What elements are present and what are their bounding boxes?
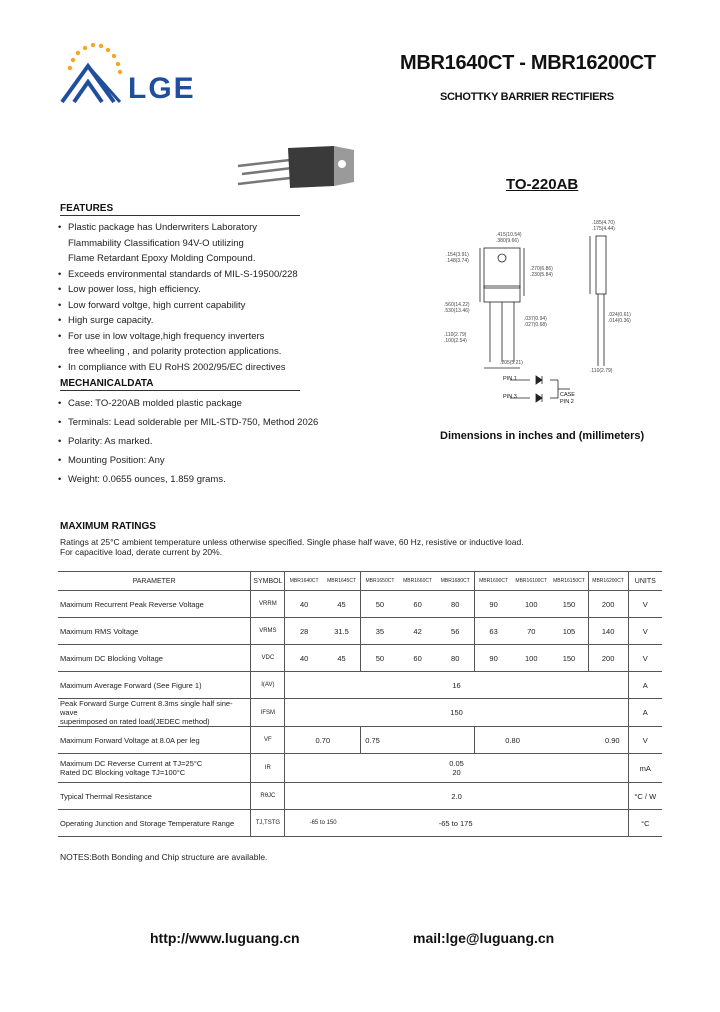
- cell-value: 35: [361, 618, 399, 645]
- row-label: Maximum RMS Voltage: [58, 618, 251, 645]
- mechanical-item: • Case: TO-220AB molded plastic package: [58, 394, 358, 413]
- feature-item: free wheeling , and polarity protection applications.: [68, 346, 282, 357]
- svg-text:.024(0.61): .024(0.61): [608, 312, 631, 318]
- mechanical-list: [58, 394, 358, 489]
- svg-text:.185(4.70): .185(4.70): [592, 220, 615, 226]
- svg-text:.230(5.84): .230(5.84): [530, 272, 553, 278]
- col-part: MBR1645CT: [323, 572, 361, 591]
- table-row: [58, 783, 662, 810]
- cell-value: 90: [474, 591, 512, 618]
- row-symbol: VDC: [251, 645, 285, 672]
- lge-logo-mark: [58, 40, 128, 106]
- cell-value-line: 0.05: [449, 759, 464, 768]
- svg-text:.110(2.79): .110(2.79): [590, 368, 613, 374]
- cell-value: 0.80: [474, 727, 550, 754]
- cell-value-line: 20: [452, 768, 461, 777]
- row-symbol: IR: [251, 754, 285, 783]
- cell-value: 100: [512, 645, 550, 672]
- cell-unit: °C: [628, 810, 662, 837]
- col-part: MBR1690CT: [474, 572, 512, 591]
- col-part: MBR16100CT: [512, 572, 550, 591]
- table-row: [58, 591, 662, 618]
- dimension-drawing: [440, 196, 640, 414]
- cell-value: 31.5: [323, 618, 361, 645]
- col-part: MBR16150CT: [550, 572, 588, 591]
- dimensions-caption: Dimensions in inches and (millimeters): [440, 430, 645, 442]
- cell-value: 150: [285, 699, 628, 727]
- mechanical-item: • Terminals: Lead solderable per MIL-STD-750, Method 2026: [58, 413, 358, 432]
- svg-text:.110(2.79): .110(2.79): [444, 332, 467, 338]
- cell-value: 200: [588, 591, 628, 618]
- col-part: MBR1680CT: [437, 572, 475, 591]
- cell-value: 70: [512, 618, 550, 645]
- svg-text:.270(6.86): .270(6.86): [530, 266, 553, 272]
- cell-value: 105: [550, 618, 588, 645]
- svg-text:.530(13.46): .530(13.46): [444, 308, 470, 314]
- pin1-label: PIN 1: [503, 376, 517, 382]
- notes-text: NOTES:Both Bonding and Chip structure are available.: [60, 852, 268, 862]
- cell-unit: V: [628, 591, 662, 618]
- row-label: Operating Junction and Storage Temperature Range: [58, 810, 251, 837]
- case-label: CASE: [560, 392, 575, 398]
- svg-text:.014(0.36): .014(0.36): [608, 318, 631, 324]
- mechanical-rule: [60, 390, 300, 391]
- cell-value: -65 to 150: [285, 810, 361, 837]
- svg-text:.560(14.22): .560(14.22): [444, 302, 470, 308]
- cell-unit: mA: [628, 754, 662, 783]
- feature-item: Flame Retardant Epoxy Molding Compound.: [68, 253, 256, 264]
- table-row: [58, 699, 662, 727]
- col-part: MBR1650CT: [361, 572, 399, 591]
- cell-value: 50: [361, 645, 399, 672]
- row-label: Maximum Average Forward (See Figure 1): [58, 672, 251, 699]
- cell-value: 0.70: [285, 727, 361, 754]
- cell-unit: °C / W: [628, 783, 662, 810]
- cell-value: 45: [323, 645, 361, 672]
- mechanical-item: • Mounting Position: Any: [58, 451, 358, 470]
- table-row: [58, 618, 662, 645]
- cell-value: 150: [550, 645, 588, 672]
- features-list: [58, 220, 348, 375]
- mechanical-item: • Weight: 0.0655 ounces, 1.859 grams.: [58, 470, 358, 489]
- svg-text:.205(5.21): .205(5.21): [500, 360, 523, 366]
- cell-value: [285, 754, 628, 783]
- cell-value: 45: [323, 591, 361, 618]
- row-symbol: IFSM: [251, 699, 285, 727]
- cell-value: 200: [588, 645, 628, 672]
- cell-value: 28: [285, 618, 323, 645]
- footer-mail-link[interactable]: mail:lge@luguang.cn: [413, 930, 555, 946]
- ratings-header-row: [58, 572, 662, 591]
- svg-text:.380(9.66): .380(9.66): [496, 238, 519, 244]
- svg-text:.027(0.68): .027(0.68): [524, 322, 547, 328]
- row-label: Maximum Forward Voltage at 8.0A per leg: [58, 727, 251, 754]
- table-row: [58, 754, 662, 783]
- svg-text:.154(3.91): .154(3.91): [446, 252, 469, 258]
- row-symbol: I(AV): [251, 672, 285, 699]
- feature-item: • High surge capacity.: [58, 313, 348, 329]
- pin3-label: PIN 3: [503, 394, 517, 400]
- ratings-heading: MAXIMUM RATINGS: [60, 521, 156, 532]
- ratings-note-2: For capacitive load, derate current by 20%.: [60, 547, 223, 557]
- row-label: [58, 699, 251, 727]
- features-rule: [60, 215, 300, 216]
- svg-text:.415(10.54): .415(10.54): [496, 232, 522, 238]
- svg-text:.037(0.94): .037(0.94): [524, 316, 547, 322]
- cell-unit: V: [628, 618, 662, 645]
- feature-item: • Low forward voltge, high current capability: [58, 298, 348, 314]
- cell-value: 40: [285, 591, 323, 618]
- col-part: MBR1640CT: [285, 572, 323, 591]
- col-symbol: SYMBOL: [251, 572, 285, 591]
- page-subtitle: SCHOTTKY BARRIER RECTIFIERS: [440, 91, 614, 103]
- feature-item: • Low power loss, high efficiency.: [58, 282, 348, 298]
- row-symbol: VF: [251, 727, 285, 754]
- row-symbol: VRMS: [251, 618, 285, 645]
- row-label: [58, 754, 251, 783]
- cell-value: 60: [399, 591, 437, 618]
- cell-value: 0.90: [550, 727, 628, 754]
- cell-value: 63: [474, 618, 512, 645]
- row-label-line: superimposed on rated load(JEDEC method): [60, 717, 210, 726]
- table-row: [58, 727, 662, 754]
- cell-value: 50: [361, 591, 399, 618]
- table-row: [58, 645, 662, 672]
- cell-value: -65 to 175: [361, 810, 628, 837]
- col-part: MBR16200CT: [588, 572, 628, 591]
- svg-text:.100(2.54): .100(2.54): [444, 338, 467, 344]
- page-title: MBR1640CT - MBR16200CT: [400, 52, 656, 74]
- col-part: MBR1660CT: [399, 572, 437, 591]
- cell-value: 90: [474, 645, 512, 672]
- cell-unit: V: [628, 645, 662, 672]
- cell-value: 42: [399, 618, 437, 645]
- footer-url-link[interactable]: http://www.luguang.cn: [150, 930, 300, 946]
- cell-value: 100: [512, 591, 550, 618]
- cell-value: 60: [399, 645, 437, 672]
- row-symbol: TJ,TSTG: [251, 810, 285, 837]
- to220-package-image: [230, 140, 360, 192]
- row-label-line: Maximum DC Reverse Current at TJ=25°C: [60, 759, 203, 768]
- feature-item: • In compliance with EU RoHS 2002/95/EC directives: [58, 360, 348, 376]
- row-label: Typical Thermal Resistance: [58, 783, 251, 810]
- table-row: [58, 810, 662, 837]
- ratings-note-1: Ratings at 25°C ambient temperature unless otherwise specified. Single phase half wave, 60 Hz, resistive or inductive load.: [60, 537, 524, 547]
- cell-value: 150: [550, 591, 588, 618]
- features-heading: FEATURES: [60, 203, 114, 214]
- row-symbol: VRRM: [251, 591, 285, 618]
- cell-value: 16: [285, 672, 628, 699]
- cell-value: 80: [437, 591, 475, 618]
- pin2-label: PIN 2: [560, 399, 574, 405]
- feature-item: • Plastic package has Underwriters Laboratory: [58, 220, 348, 236]
- table-row: [58, 672, 662, 699]
- col-parameter: PARAMETER: [58, 572, 251, 591]
- cell-value: 40: [285, 645, 323, 672]
- package-title: TO-220AB: [506, 176, 579, 193]
- cell-unit: A: [628, 699, 662, 727]
- cell-value: 56: [437, 618, 475, 645]
- cell-value: 0.75: [361, 727, 475, 754]
- row-label-line: Peak Forward Surge Current 8.3ms single half sine-wave: [60, 699, 233, 717]
- row-label-line: Rated DC Blocking voltage TJ=100°C: [60, 768, 186, 777]
- row-symbol: RθJC: [251, 783, 285, 810]
- feature-item: • For use in low voltage,high frequency inverters: [58, 329, 348, 345]
- col-units: UNITS: [628, 572, 662, 591]
- svg-text:.175(4.44): .175(4.44): [592, 226, 615, 232]
- feature-item: • Exceeds environmental standards of MIL-S-19500/228: [58, 267, 348, 283]
- mechanical-item: • Polarity: As marked.: [58, 432, 358, 451]
- ratings-table: [58, 571, 662, 837]
- cell-unit: V: [628, 727, 662, 754]
- mechanical-heading: MECHANICALDATA: [60, 378, 154, 389]
- feature-item: Flammability Classification 94V-O utilizing: [68, 237, 244, 249]
- logo-text: LGE: [128, 72, 196, 105]
- cell-value: 80: [437, 645, 475, 672]
- cell-value: 2.0: [285, 783, 628, 810]
- cell-value: 140: [588, 618, 628, 645]
- row-label: Maximum Recurrent Peak Reverse Voltage: [58, 591, 251, 618]
- cell-unit: A: [628, 672, 662, 699]
- svg-text:.148(3.74): .148(3.74): [446, 258, 469, 264]
- row-label: Maximum DC Blocking Voltage: [58, 645, 251, 672]
